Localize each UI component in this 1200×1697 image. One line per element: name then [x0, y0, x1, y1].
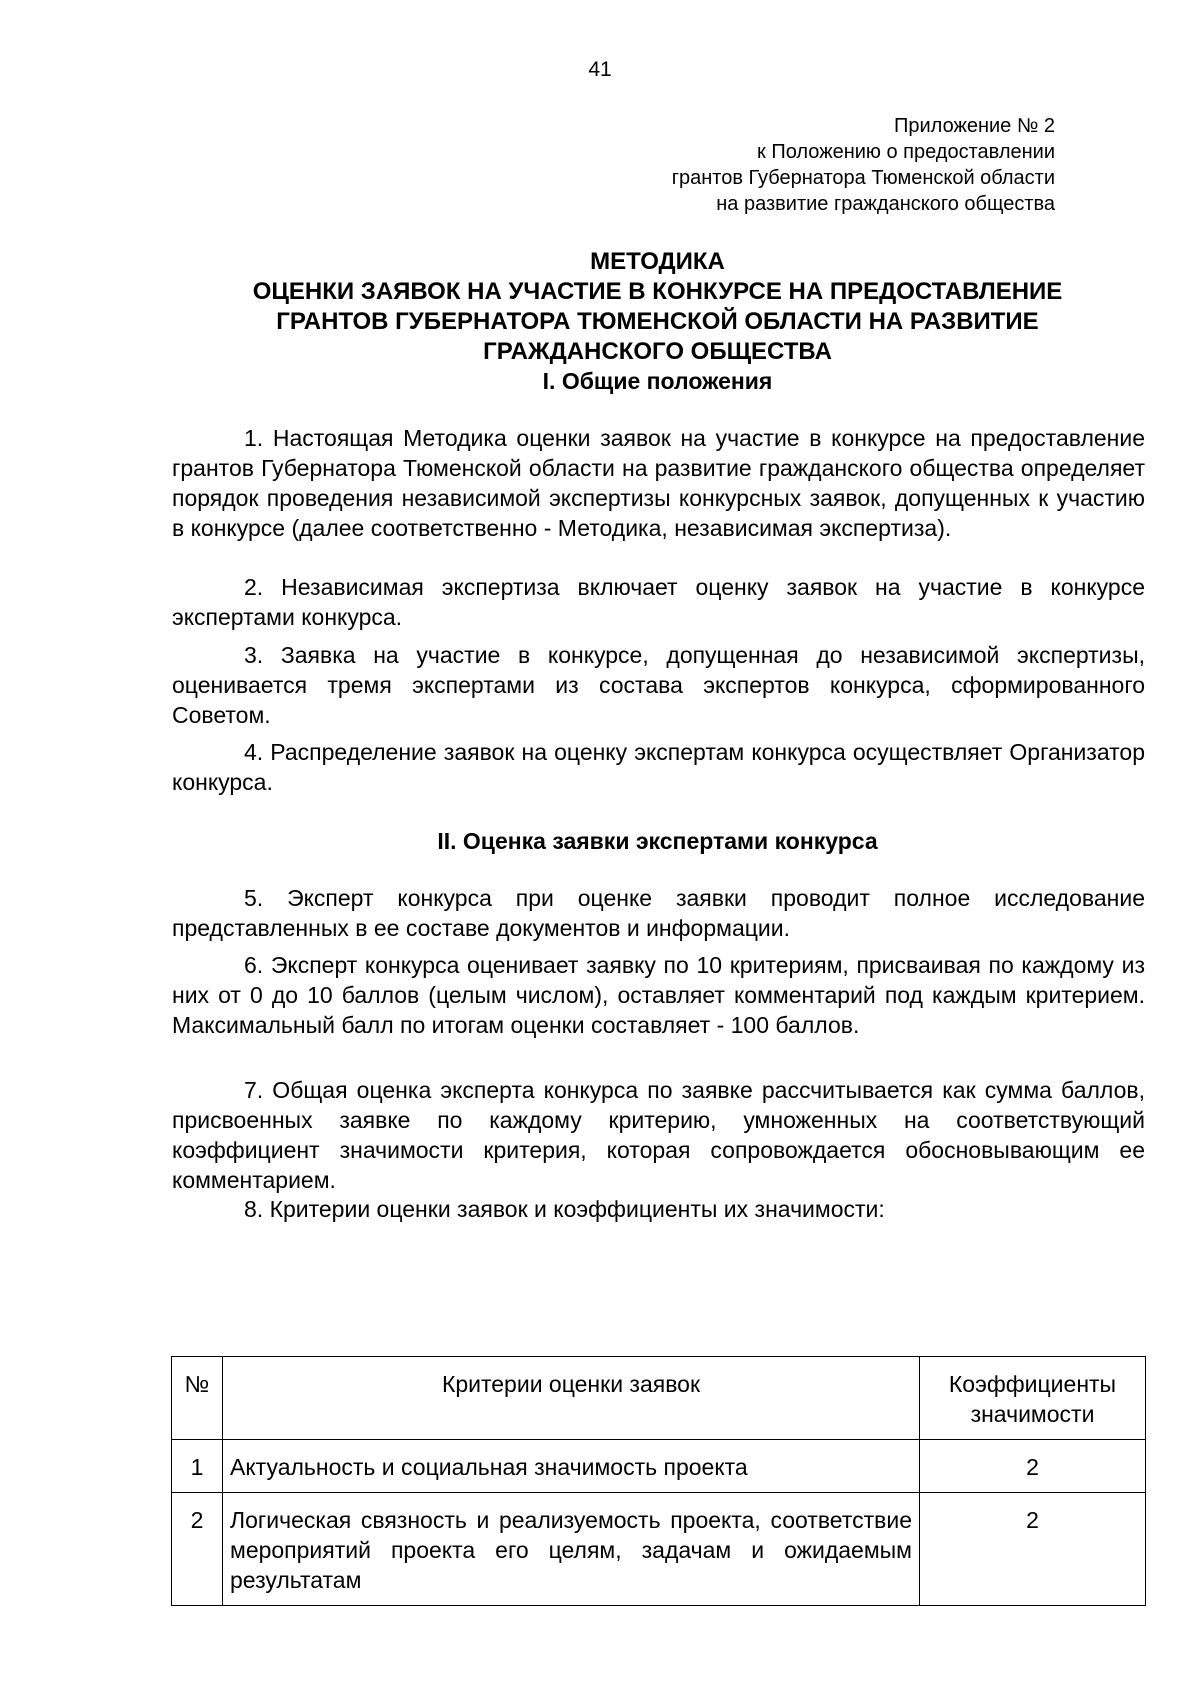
header-criteria: Критерии оценки заявок [223, 1357, 920, 1440]
row-coefficient: 2 [920, 1440, 1146, 1493]
paragraph-7: 7. Общая оценка эксперта конкурса по заявке рассчитывается как сумма баллов, присвоенных заявке по каждому критерию, умноженных на соответствующий коэффициент значимости критерия, которая сопровождается обосновывающим ее комментарием. [172, 1077, 1145, 1193]
paragraph-3: 3. Заявка на участие в конкурсе, допущенная до независимой экспертизы, оценивается тремя экспертами из состава экспертов конкурса, сформированного Советом. [172, 642, 1145, 728]
row-criteria: Актуальность и социальная значимость проекта [223, 1440, 920, 1493]
section-2-heading: II. Оценка заявки экспертами конкурса [437, 828, 878, 854]
section-1-heading: I. Общие положения [542, 368, 773, 394]
criteria-table [171, 1356, 1146, 1606]
title-line-1: МЕТОДИКА [590, 248, 725, 275]
appendix-line-3: грантов Губернатора Тюменской области [671, 167, 1055, 189]
row-criteria: Логическая связность и реализуемость проекта, соответствие мероприятий проекта его целям, задачам и ожидаемым результатам [223, 1493, 920, 1606]
row-number: 2 [172, 1493, 223, 1606]
row-coefficient: 2 [920, 1493, 1146, 1606]
header-coefficients [920, 1357, 1146, 1440]
appendix-line-1: Приложение № 2 [894, 115, 1055, 137]
title-line-3: ГРАНТОВ ГУБЕРНАТОРА ТЮМЕНСКОЙ ОБЛАСТИ НА РАЗВИТИЕ [276, 308, 1039, 335]
title-line-2: ОЦЕНКИ ЗАЯВОК НА УЧАСТИЕ В КОНКУРСЕ НА ПРЕДОСТАВЛЕНИЕ [252, 278, 1063, 305]
paragraph-4: 4. Распределение заявок на оценку экспертам конкурса осуществляет Организатор конкурса. [172, 739, 1145, 795]
page-number: 41 [588, 58, 612, 81]
paragraph-6: 6. Эксперт конкурса оценивает заявку по 10 критериям, присваивая по каждому из них от 0 до 10 баллов (целым числом), оставляет комментарий под каждым критерием. Максимальный балл по итогам оценки составляет - 100 баллов. [172, 952, 1145, 1038]
title-line-4: ГРАЖДАНСКОГО ОБЩЕСТВА [483, 338, 832, 365]
header-coefficients-line-1: Коэффициенты [948, 1371, 1117, 1397]
table-row [172, 1440, 1146, 1493]
appendix-line-2: к Положению о предоставлении [757, 141, 1055, 163]
row-number: 1 [172, 1440, 223, 1493]
header-coefficients-line-2: значимости [970, 1401, 1095, 1427]
paragraph-5: 5. Эксперт конкурса при оценке заявки проводит полное исследование представленных в ее составе документов и информации. [172, 885, 1145, 941]
header-number: № [172, 1357, 223, 1440]
paragraph-1: 1. Настоящая Методика оценки заявок на участие в конкурсе на предоставление грантов Губернатора Тюменской области на развитие гражданского общества определяет порядок проведения независимой экспертизы конкурсных заявок, допущенных к участию в конкурсе (далее соответственно - Методика, независимая экспертиза). [172, 425, 1145, 541]
document-title [170, 247, 1145, 367]
appendix-line-4: на развитие гражданского общества [716, 193, 1055, 215]
table-row [172, 1493, 1146, 1606]
paragraph-2: 2. Независимая экспертиза включает оценку заявок на участие в конкурсе экспертами конкурса. [172, 574, 1145, 630]
paragraph-8: 8. Критерии оценки заявок и коэффициенты их значимости: [244, 1196, 885, 1222]
table-header-row [172, 1357, 1146, 1440]
appendix-reference [672, 113, 1055, 217]
